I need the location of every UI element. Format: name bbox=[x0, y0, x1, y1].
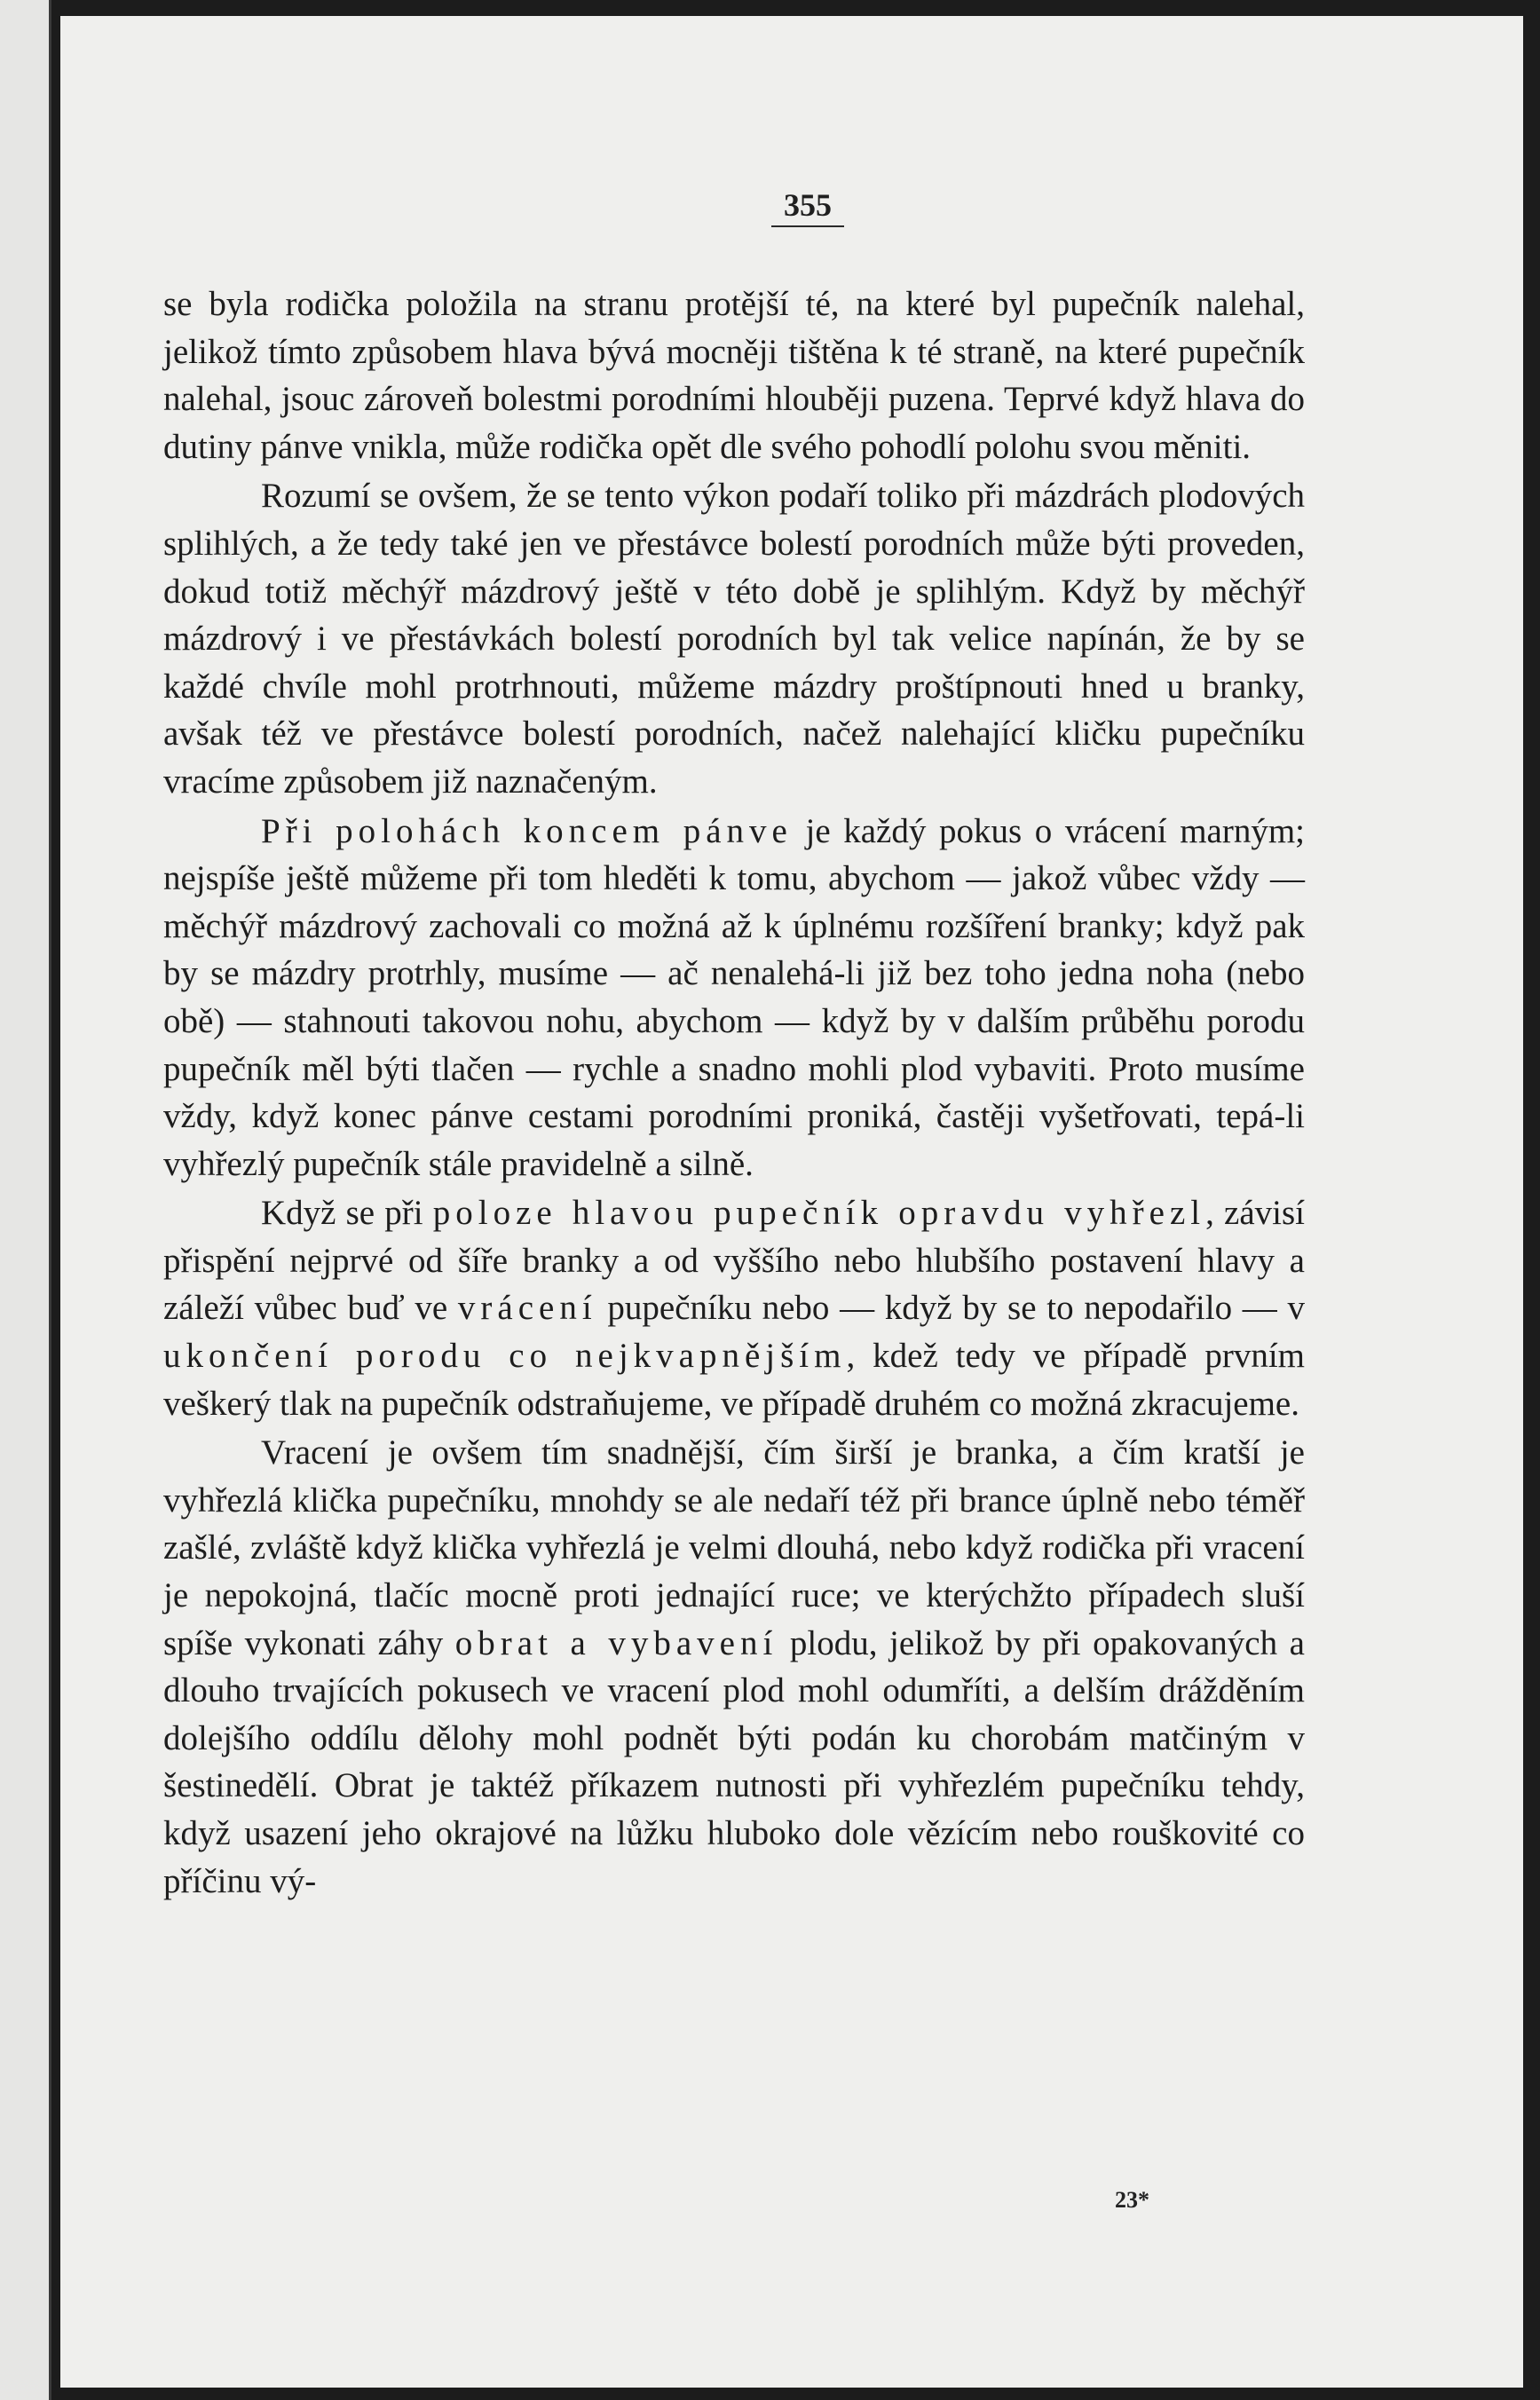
text-run: pupečníku nebo — když by se to nepodařilo — v bbox=[596, 1289, 1305, 1328]
emphasized-text: vrácení bbox=[457, 1289, 597, 1328]
text-run: Rozumí se ovšem, že se tento výkon podaří toliko při mázdrách plodových splihlých, a že tedy také jen ve přestávce bolestí porodních může býti proveden, dokud totiž měchýř mázdrový ještě v této době je splihlým. Když by měchýř mázdrový i ve přestávkách bolestí porodních byl tak velice napínán, že by se každé chvíle mohl protrhnouti, můžeme mázdry proštípnouti hned u branky, avšak též ve přestávce bolestí porodních, načež nalehající kličku pupečníku vracíme způsobem již naznačeným. bbox=[163, 477, 1305, 801]
emphasized-text: obrat a vybavení bbox=[454, 1623, 778, 1662]
paragraph bbox=[163, 1429, 1305, 1905]
text-run: , závisí přispění nejprvé od šíře branky a od vyššího nebo hlubšího postavení hlavy a záleží vůbec buď ve bbox=[163, 1194, 1305, 1328]
paragraph bbox=[163, 472, 1305, 805]
paragraph bbox=[163, 808, 1305, 1188]
paragraph bbox=[163, 280, 1305, 470]
text-run: Vracení je ovšem tím snadnější, čím širší je branka, a čím kratší je vyhřezlá klička pupečníku, mnohdy se ale nedaří též při brance úplně nebo téměř zašlé, zvláště když klička vyhřezlá je velmi dlouhá, nebo když rodička při vracení je nepokojná, tlačíc mocně proti jednající ruce; ve kterýchžto případech sluší spíše vykonati záhy bbox=[163, 1433, 1305, 1662]
emphasized-text: Při polohách koncem pánve bbox=[261, 811, 793, 850]
adjacent-page-edge bbox=[0, 0, 51, 2400]
emphasized-text: ukončení porodu co nejkvapnějším bbox=[163, 1337, 847, 1376]
paragraph bbox=[163, 1189, 1305, 1427]
text-run: Když se při bbox=[261, 1194, 433, 1233]
book-page bbox=[60, 16, 1523, 2388]
text-run: plodu, jelikož by při opakovaných a dlouho trvajících pokusech ve vracení plod mohl odumříti, a delším drážděním dolejšího oddílu dělohy mohl podnět býti podán ku chorobám matčiným v šestinedělí. Obrat je taktéž příkazem nutnosti při vyhřezlém pupečníku tehdy, když usazení jeho okrajové na lůžku hluboko dole vězícím nebo rouškovité co příčinu vý- bbox=[163, 1623, 1305, 1900]
text-run: je každý pokus o vrácení marným; nejspíše ještě můžeme při tom hleděti k tomu, abychom — jakož vůbec vždy — měchýř mázdrový zachovali co možná až k úplnému rozšíření branky; když pak by se mázdry protrhly, musíme — ač nenalehá-li již bez toho jedna noha (nebo obě) — stahnouti takovou nohu, abychom — když by v dalším průběhu porodu pupečník měl býti tlačen — rychle a snadno mohli plod vybaviti. Proto musíme vždy, když konec pánve cestami porodními proniká, častěji vyšetřovati, tepá-li vyhřezlý pupečník stále pravidelně a silně. bbox=[163, 811, 1306, 1183]
printer-signature-mark: 23* bbox=[1115, 2187, 1149, 2213]
text-run: , kdež tedy ve případě prvním veškerý tlak na pupečník odstraňujeme, ve případě druhém co možná zkracujeme. bbox=[163, 1337, 1305, 1423]
page-number: 355 bbox=[60, 186, 1523, 227]
body-text bbox=[163, 280, 1305, 1905]
text-run: se byla rodička položila na stranu protější té, na které byl pupečník nalehal, jelikož tímto způsobem hlava bývá mocněji tištěna k té straně, na které pupečník nalehal, jsouc zároveň bolestmi porodními hlouběji puzena. Teprvé když hlava do dutiny pánve vnikla, může rodička opět dle svého pohodlí polohu svou měniti. bbox=[163, 285, 1305, 466]
emphasized-text: poloze hlavou pupečník opravdu vyhřezl bbox=[432, 1194, 1206, 1233]
